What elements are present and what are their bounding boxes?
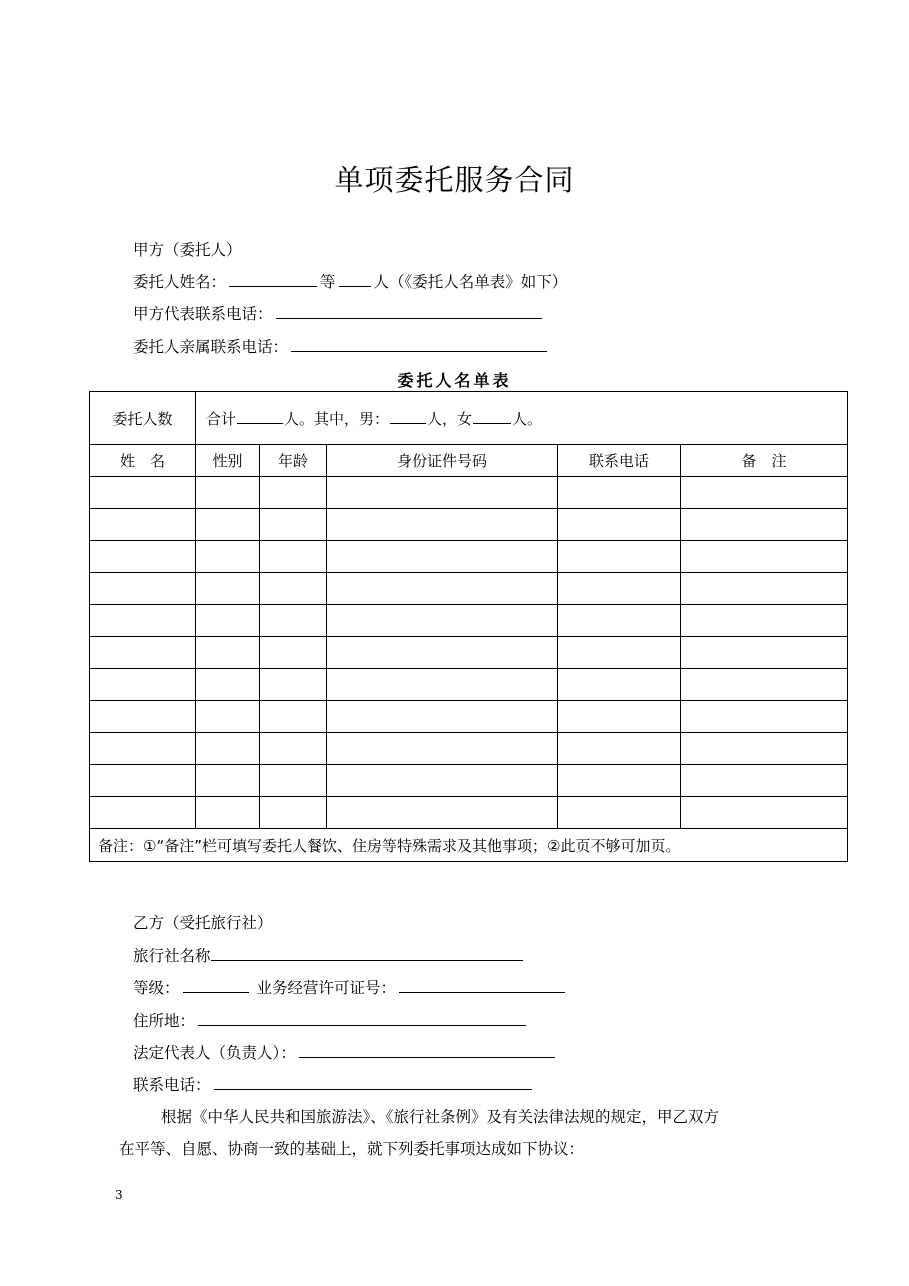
grade-license-line	[133, 977, 568, 999]
empty-cell[interactable]	[681, 541, 848, 573]
header-gender: 性别	[196, 445, 260, 477]
total-blank[interactable]	[237, 408, 283, 424]
empty-cell[interactable]	[260, 509, 327, 541]
table-row	[90, 605, 848, 637]
empty-cell[interactable]	[558, 797, 681, 829]
agency-phone-label: 联系电话：	[133, 1076, 211, 1094]
table-row	[90, 733, 848, 765]
empty-cell[interactable]	[681, 637, 848, 669]
empty-cell[interactable]	[90, 541, 196, 573]
legal-rep-line	[133, 1042, 558, 1064]
client-name-label: 委托人姓名：	[133, 273, 227, 291]
empty-cell[interactable]	[558, 605, 681, 637]
table-row	[90, 573, 848, 605]
empty-cell[interactable]	[681, 605, 848, 637]
empty-cell[interactable]	[260, 477, 327, 509]
empty-cell[interactable]	[196, 733, 260, 765]
header-row	[90, 445, 848, 477]
empty-cell[interactable]	[260, 733, 327, 765]
legal-rep-label: 法定代表人（负责人）：	[133, 1044, 296, 1062]
party-b-heading: 乙方（受托旅行社）	[133, 914, 273, 932]
empty-cell[interactable]	[90, 573, 196, 605]
legal-rep-blank[interactable]	[299, 1042, 555, 1058]
empty-cell[interactable]	[260, 605, 327, 637]
header-phone: 联系电话	[558, 445, 681, 477]
empty-cell[interactable]	[260, 765, 327, 797]
party-a-heading: 甲方（委托人）	[133, 241, 242, 259]
total-mid1: 人。其中，男：	[284, 409, 390, 428]
license-label: 业务经营许可证号：	[256, 979, 396, 997]
empty-cell[interactable]	[681, 765, 848, 797]
table-row	[90, 477, 848, 509]
empty-cell[interactable]	[196, 637, 260, 669]
empty-cell[interactable]	[90, 797, 196, 829]
preamble-line-2: 在平等、自愿、协商一致的基础上，就下列委托事项达成如下协议：	[119, 1140, 585, 1158]
client-count-blank[interactable]	[339, 271, 371, 287]
table-row	[90, 797, 848, 829]
empty-cell[interactable]	[681, 797, 848, 829]
empty-cell[interactable]	[558, 541, 681, 573]
note-cell: 备注：①“备注”栏可填写委托人餐饮、住房等特殊需求及其他事项；②此页不够可加页。	[90, 829, 848, 862]
table-row	[90, 701, 848, 733]
count-label-cell: 委托人数	[90, 392, 196, 445]
empty-cell[interactable]	[327, 701, 558, 733]
empty-cell[interactable]	[196, 509, 260, 541]
empty-cell[interactable]	[327, 573, 558, 605]
empty-cell[interactable]	[90, 509, 196, 541]
address-blank[interactable]	[198, 1010, 526, 1026]
address-line	[133, 1010, 529, 1032]
empty-cell[interactable]	[260, 541, 327, 573]
empty-cell[interactable]	[196, 573, 260, 605]
empty-cell[interactable]	[90, 701, 196, 733]
empty-cell[interactable]	[327, 669, 558, 701]
agency-phone-line	[133, 1074, 535, 1096]
empty-cell[interactable]	[327, 605, 558, 637]
empty-cell[interactable]	[196, 701, 260, 733]
table-row	[90, 509, 848, 541]
relative-phone-line	[133, 336, 550, 358]
empty-cell[interactable]	[327, 541, 558, 573]
empty-cell[interactable]	[327, 509, 558, 541]
empty-cell[interactable]	[196, 669, 260, 701]
empty-cell[interactable]	[327, 797, 558, 829]
table-row	[90, 669, 848, 701]
blank-rows	[90, 477, 848, 829]
empty-cell[interactable]	[681, 573, 848, 605]
empty-cell[interactable]	[558, 701, 681, 733]
empty-cell[interactable]	[196, 605, 260, 637]
deng-text: 等	[320, 273, 336, 291]
empty-cell[interactable]	[260, 797, 327, 829]
preamble-line-1: 根据《中华人民共和国旅游法》、《旅行社条例》及有关法律法规的规定，甲乙双方	[161, 1108, 720, 1126]
empty-cell[interactable]	[558, 669, 681, 701]
empty-cell[interactable]	[90, 669, 196, 701]
empty-cell[interactable]	[90, 477, 196, 509]
empty-cell[interactable]	[681, 509, 848, 541]
female-blank[interactable]	[473, 408, 511, 424]
empty-cell[interactable]	[90, 637, 196, 669]
empty-cell[interactable]	[196, 765, 260, 797]
empty-cell[interactable]	[327, 765, 558, 797]
client-name-line	[133, 271, 567, 293]
empty-cell[interactable]	[90, 733, 196, 765]
summary-row	[90, 392, 848, 445]
empty-cell[interactable]	[681, 701, 848, 733]
document-title: 单项委托服务合同	[334, 163, 575, 197]
rep-phone-line	[133, 303, 545, 325]
table-row	[90, 541, 848, 573]
total-suffix: 人。	[512, 409, 543, 428]
agency-name-label: 旅行社名称	[133, 947, 211, 965]
empty-cell[interactable]	[681, 669, 848, 701]
empty-cell[interactable]	[558, 477, 681, 509]
empty-cell[interactable]	[196, 477, 260, 509]
empty-cell[interactable]	[260, 573, 327, 605]
grade-blank[interactable]	[183, 977, 249, 993]
page-number: 3	[115, 1188, 123, 1202]
rep-phone-label: 甲方代表联系电话：	[133, 305, 273, 323]
empty-cell[interactable]	[327, 637, 558, 669]
empty-cell[interactable]	[260, 637, 327, 669]
roster-table	[89, 391, 848, 862]
empty-cell[interactable]	[558, 637, 681, 669]
empty-cell[interactable]	[90, 605, 196, 637]
table-row	[90, 637, 848, 669]
relative-phone-label: 委托人亲属联系电话：	[133, 338, 289, 356]
empty-cell[interactable]	[681, 733, 848, 765]
header-remarks: 备 注	[681, 445, 848, 477]
grade-label: 等级：	[133, 979, 180, 997]
address-label: 住所地：	[133, 1012, 196, 1030]
agency-name-blank[interactable]	[211, 945, 523, 961]
rep-phone-blank[interactable]	[276, 303, 542, 319]
empty-cell[interactable]	[327, 733, 558, 765]
people-suffix: 人（《委托人名单表》如下）	[373, 273, 568, 291]
agency-phone-blank[interactable]	[214, 1074, 532, 1090]
empty-cell[interactable]	[90, 765, 196, 797]
header-age: 年龄	[260, 445, 327, 477]
note-row	[90, 829, 848, 862]
empty-cell[interactable]	[558, 573, 681, 605]
empty-cell[interactable]	[558, 765, 681, 797]
empty-cell[interactable]	[260, 701, 327, 733]
header-id-number: 身份证件号码	[327, 445, 558, 477]
table-row	[90, 765, 848, 797]
empty-cell[interactable]	[558, 733, 681, 765]
empty-cell[interactable]	[196, 797, 260, 829]
empty-cell[interactable]	[327, 477, 558, 509]
male-blank[interactable]	[390, 408, 426, 424]
license-blank[interactable]	[399, 977, 565, 993]
empty-cell[interactable]	[196, 541, 260, 573]
empty-cell[interactable]	[260, 669, 327, 701]
relative-phone-blank[interactable]	[291, 336, 547, 352]
header-name: 姓 名	[90, 445, 196, 477]
agency-name-line	[133, 945, 526, 967]
total-mid2: 人，女	[427, 409, 473, 428]
empty-cell[interactable]	[558, 509, 681, 541]
client-name-blank[interactable]	[229, 271, 317, 287]
roster-table-title: 委托人名单表	[397, 371, 512, 390]
count-summary-cell	[196, 392, 848, 445]
empty-cell[interactable]	[681, 477, 848, 509]
total-prefix: 合计	[206, 409, 237, 428]
